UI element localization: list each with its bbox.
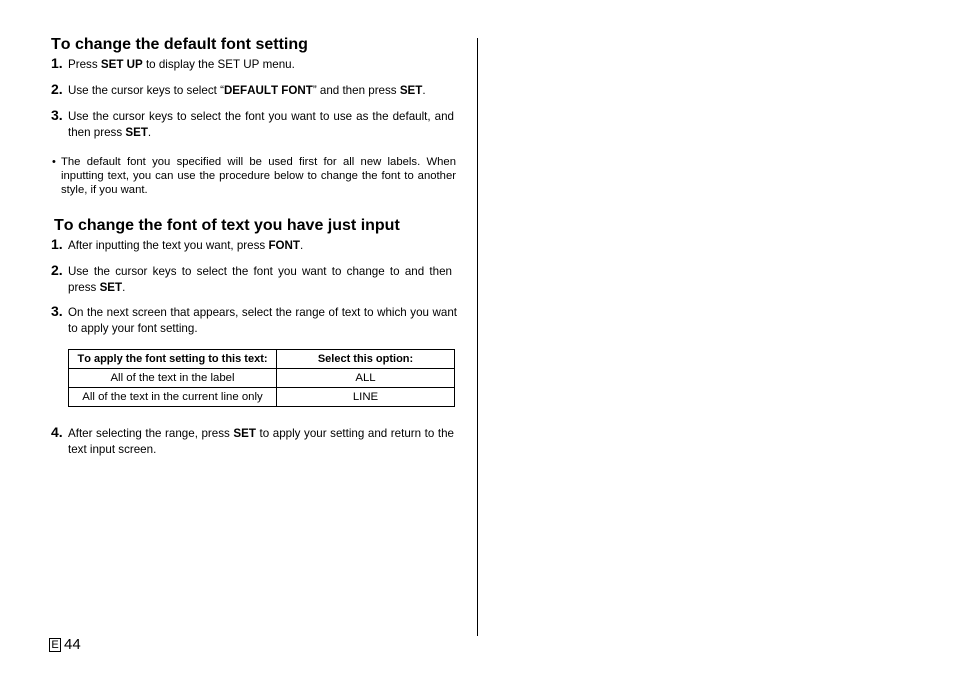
step-2-change-font [51,262,454,294]
key-name: SET [125,126,148,139]
step-3-default-font [51,107,454,139]
step-text-segment: . [122,281,126,294]
bullet-icon: • [52,156,56,168]
step-text-segment: Use the cursor keys to select the font you want to use as the default, and then press [68,110,454,139]
step-text-segment: . [422,84,426,97]
step-text-segment: After inputting the text you want, press [68,239,269,252]
key-name: SET [99,281,123,294]
step-text [68,238,454,254]
section-heading-change-input-font: To change the font of text you have just input [54,217,400,234]
table-header-row [69,350,455,369]
page-number: 44 [64,636,81,653]
step-4-change-font [51,424,454,456]
step-number: 1. [51,55,63,71]
key-name: SET [399,84,423,97]
step-1-change-font [51,238,454,254]
language-mark-icon: E [49,638,61,652]
table-row [69,388,455,407]
step-text-segment: Press [68,58,101,71]
step-text-segment: ” and then press [312,84,400,97]
key-name: SET UP [100,58,143,71]
column-divider [477,38,478,636]
step-text-segment: Use the cursor keys to select “ [68,84,224,97]
key-name: FONT [268,239,300,252]
step-text [68,264,452,296]
column-header-text-range: To apply the font setting to this text: [69,350,277,369]
table-cell-text-range: All of the text in the label [69,369,277,388]
step-text-segment: . [300,239,304,252]
step-number: 2. [51,81,63,97]
step-number: 4. [51,424,63,440]
table-cell-text-range: All of the text in the current line only [69,388,277,407]
step-3-change-font [51,303,457,335]
table-cell-option: LINE [277,388,455,407]
step-text-segment: Use the cursor keys to select the font you want to change to and then press [68,265,452,294]
key-name: SET [233,427,256,440]
column-header-option: Select this option: [277,350,455,369]
step-text-segment: . [147,126,152,139]
section-heading-default-font: To change the default font setting [51,36,308,53]
note-default-font [51,155,456,197]
step-text [68,57,454,73]
step-text [68,426,454,458]
step-number: 1. [51,236,63,252]
step-text-segment: On the next screen that appears, select the range of text to which you want to apply your font setting. [68,306,457,335]
note-text: The default font you specified will be used first for all new labels. When inputting text, you can use the procedure below to change the font to another style, if you want. [61,156,456,196]
step-number: 3. [51,107,63,123]
step-text-segment: After selecting the range, press [68,427,234,440]
step-text [68,83,454,99]
table-row [69,369,455,388]
font-range-options-table [68,349,455,407]
table-cell-option: ALL [277,369,455,388]
step-text-segment: to display the SET UP menu. [142,58,295,71]
step-2-default-font [51,83,454,99]
step-number: 3. [51,303,63,319]
menu-item-name: DEFAULT FONT [223,84,313,97]
step-text [68,109,454,141]
step-1-default-font [51,57,454,73]
step-text-segment: to apply your setting and return to the text input screen. [68,427,454,456]
step-number: 2. [51,262,63,278]
step-text [68,305,457,337]
